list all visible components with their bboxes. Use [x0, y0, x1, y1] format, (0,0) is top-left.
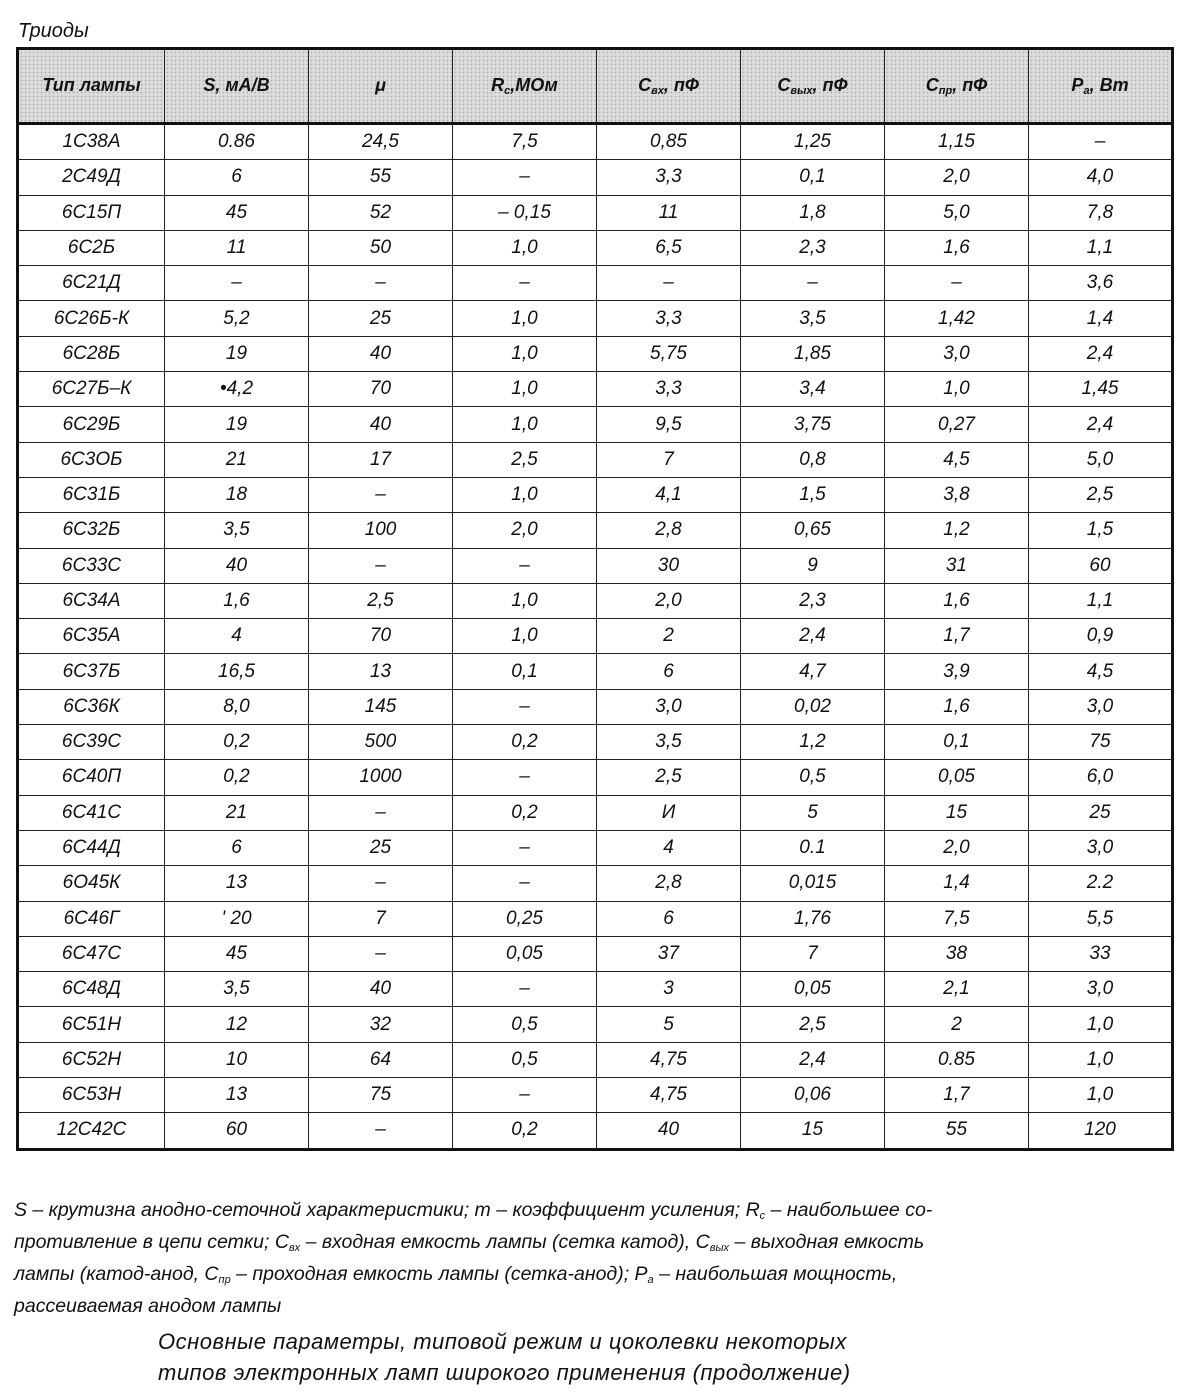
- table-cell: 7,5: [453, 124, 597, 160]
- column-header: $C_{пр}$, пФ: [885, 49, 1029, 124]
- table-cell: –: [309, 1113, 453, 1149]
- table-cell: 1,1: [1029, 583, 1173, 618]
- table-cell: 0.86: [165, 124, 309, 160]
- table-row: [18, 619, 1173, 654]
- table-cell: 3,4: [741, 372, 885, 407]
- table-cell: 3: [597, 972, 741, 1007]
- table-cell: 0,05: [741, 972, 885, 1007]
- table-cell: 1,0: [453, 336, 597, 371]
- table-body: [18, 124, 1173, 1150]
- table-row: [18, 195, 1173, 230]
- table-cell: 0,9: [1029, 619, 1173, 654]
- table-row: [18, 407, 1173, 442]
- table-cell: 6: [597, 901, 741, 936]
- table-cell: 1,5: [1029, 513, 1173, 548]
- table-cell: 2,8: [597, 513, 741, 548]
- section-title: Триоды: [18, 20, 89, 42]
- table-cell: –: [597, 266, 741, 301]
- table-cell: 4,75: [597, 1078, 741, 1113]
- table-cell: –: [453, 689, 597, 724]
- table-cell: 25: [309, 830, 453, 865]
- table-cell: –: [309, 795, 453, 830]
- table-cell: 55: [309, 160, 453, 195]
- lamp-type-cell: 6С2Б: [18, 230, 165, 265]
- table-cell: 5: [741, 795, 885, 830]
- table-cell: 1,0: [453, 619, 597, 654]
- table-cell: 0,1: [885, 725, 1029, 760]
- lamp-type-cell: 6С26Б-К: [18, 301, 165, 336]
- table-cell: 3,5: [165, 513, 309, 548]
- table-cell: 13: [165, 1078, 309, 1113]
- column-header: μ: [309, 49, 453, 124]
- table-cell: 2,4: [741, 619, 885, 654]
- table-cell: 2: [885, 1007, 1029, 1042]
- table-cell: 60: [165, 1113, 309, 1149]
- table-cell: 2,5: [453, 442, 597, 477]
- lamp-type-cell: 6С51Н: [18, 1007, 165, 1042]
- table-cell: 16,5: [165, 654, 309, 689]
- table-cell: –: [453, 866, 597, 901]
- figure-caption: [158, 1326, 1058, 1388]
- table-cell: 1,7: [885, 1078, 1029, 1113]
- table-cell: –: [453, 1078, 597, 1113]
- table-cell: –: [453, 760, 597, 795]
- table-cell: 2,4: [1029, 336, 1173, 371]
- table-cell: 6: [597, 654, 741, 689]
- table-cell: 1,0: [453, 301, 597, 336]
- table-cell: 0,2: [165, 725, 309, 760]
- table-row: [18, 830, 1173, 865]
- table-cell: 3,3: [597, 301, 741, 336]
- table-row: [18, 266, 1173, 301]
- table-cell: 3,3: [597, 160, 741, 195]
- table-cell: 1,0: [453, 230, 597, 265]
- table-cell: 1,2: [741, 725, 885, 760]
- table-row: [18, 160, 1173, 195]
- table-cell: –: [309, 477, 453, 512]
- table-cell: 40: [309, 336, 453, 371]
- lamp-type-cell: 6С27Б–К: [18, 372, 165, 407]
- table-cell: 13: [309, 654, 453, 689]
- table-cell: 4,1: [597, 477, 741, 512]
- table-cell: 2,8: [597, 866, 741, 901]
- table-cell: 0,2: [453, 725, 597, 760]
- table-cell: 0,1: [453, 654, 597, 689]
- table-cell: 3,6: [1029, 266, 1173, 301]
- table-cell: 11: [165, 230, 309, 265]
- table-row: [18, 1007, 1173, 1042]
- table-cell: 1000: [309, 760, 453, 795]
- table-cell: 6,0: [1029, 760, 1173, 795]
- table-cell: 4,5: [1029, 654, 1173, 689]
- table-cell: 3,0: [1029, 830, 1173, 865]
- table-cell: 0,02: [741, 689, 885, 724]
- table-row: [18, 654, 1173, 689]
- table-cell: 5,0: [885, 195, 1029, 230]
- table-cell: 1,0: [453, 407, 597, 442]
- table-cell: 45: [165, 936, 309, 971]
- column-header: $P_а$, Вт: [1029, 49, 1173, 124]
- table-cell: 64: [309, 1042, 453, 1077]
- lamp-type-cell: 6С28Б: [18, 336, 165, 371]
- table-cell: 2,5: [309, 583, 453, 618]
- table-cell: –: [453, 160, 597, 195]
- table-cell: 1,0: [1029, 1078, 1173, 1113]
- table-cell: 40: [309, 407, 453, 442]
- table-cell: 6: [165, 160, 309, 195]
- lamp-type-cell: 6С31Б: [18, 477, 165, 512]
- table-row: [18, 513, 1173, 548]
- table-cell: 145: [309, 689, 453, 724]
- table-cell: –: [309, 936, 453, 971]
- table-cell: 21: [165, 795, 309, 830]
- table-cell: 2,0: [885, 830, 1029, 865]
- table-row: [18, 1113, 1173, 1149]
- table-cell: 25: [309, 301, 453, 336]
- lamp-type-cell: 6С39С: [18, 725, 165, 760]
- lamp-type-cell: 6С47С: [18, 936, 165, 971]
- table-cell: 3,5: [741, 301, 885, 336]
- legend-line: противление в цепи сетки; $C_{вх}$ – входная емкость лампы (сетка катод), $C_{вых}$ – выходная емкость: [14, 1231, 925, 1254]
- table-cell: 2,5: [1029, 477, 1173, 512]
- lamp-type-cell: 6С36К: [18, 689, 165, 724]
- lamp-type-cell: 6С21Д: [18, 266, 165, 301]
- triodes-table: [16, 47, 1174, 1151]
- table-cell: –: [453, 972, 597, 1007]
- table-cell: 4,5: [885, 442, 1029, 477]
- lamp-type-cell: 6С46Г: [18, 901, 165, 936]
- table-cell: 60: [1029, 548, 1173, 583]
- table-cell: 21: [165, 442, 309, 477]
- table-cell: 40: [309, 972, 453, 1007]
- table-cell: 3,5: [597, 725, 741, 760]
- column-header: S, мА/В: [165, 49, 309, 124]
- table-cell: 1,4: [1029, 301, 1173, 336]
- table-cell: 0,5: [453, 1042, 597, 1077]
- table-cell: 1,8: [741, 195, 885, 230]
- table-row: [18, 230, 1173, 265]
- table-cell: 2,4: [741, 1042, 885, 1077]
- lamp-type-cell: 6С48Д: [18, 972, 165, 1007]
- table-cell: 2,4: [1029, 407, 1173, 442]
- table-cell: 0,1: [741, 160, 885, 195]
- table-cell: 1,0: [453, 583, 597, 618]
- table-cell: 1,0: [1029, 1042, 1173, 1077]
- lamp-type-cell: 6С33С: [18, 548, 165, 583]
- table-cell: 15: [741, 1113, 885, 1149]
- table-row: [18, 901, 1173, 936]
- table-cell: И: [597, 795, 741, 830]
- table-cell: 500: [309, 725, 453, 760]
- table-cell: 19: [165, 407, 309, 442]
- table-cell: 0,2: [165, 760, 309, 795]
- table-cell: 3,0: [1029, 689, 1173, 724]
- table-cell: 0,015: [741, 866, 885, 901]
- table-cell: 37: [597, 936, 741, 971]
- triodes-table-container: [16, 47, 1171, 1151]
- lamp-type-cell: 6С34А: [18, 583, 165, 618]
- table-row: [18, 760, 1173, 795]
- table-cell: 3,0: [885, 336, 1029, 371]
- table-row: [18, 301, 1173, 336]
- table-cell: 4,0: [1029, 160, 1173, 195]
- table-cell: 25: [1029, 795, 1173, 830]
- table-row: [18, 1078, 1173, 1113]
- table-cell: 38: [885, 936, 1029, 971]
- lamp-type-cell: 6С29Б: [18, 407, 165, 442]
- table-cell: 7: [309, 901, 453, 936]
- table-cell: 18: [165, 477, 309, 512]
- lamp-type-cell: 6О45К: [18, 866, 165, 901]
- lamp-type-cell: 6С37Б: [18, 654, 165, 689]
- table-cell: 0,8: [741, 442, 885, 477]
- table-row: [18, 442, 1173, 477]
- table-cell: 0,5: [453, 1007, 597, 1042]
- table-row: [18, 583, 1173, 618]
- table-cell: 2,0: [453, 513, 597, 548]
- table-cell: 9: [741, 548, 885, 583]
- table-cell: 24,5: [309, 124, 453, 160]
- lamp-type-cell: 6С53Н: [18, 1078, 165, 1113]
- caption-line-2: типов электронных ламп широкого применения (продолжение): [158, 1360, 851, 1385]
- table-cell: –: [885, 266, 1029, 301]
- table-cell: 4,7: [741, 654, 885, 689]
- table-cell: 2.2: [1029, 866, 1173, 901]
- table-row: [18, 936, 1173, 971]
- table-cell: 70: [309, 619, 453, 654]
- table-cell: 5,5: [1029, 901, 1173, 936]
- table-cell: 32: [309, 1007, 453, 1042]
- table-cell: 2,3: [741, 230, 885, 265]
- table-cell: –: [741, 266, 885, 301]
- table-cell: ' 20: [165, 901, 309, 936]
- table-row: [18, 124, 1173, 160]
- table-cell: 2,0: [597, 583, 741, 618]
- table-cell: 100: [309, 513, 453, 548]
- table-cell: 0,27: [885, 407, 1029, 442]
- table-cell: 7,8: [1029, 195, 1173, 230]
- column-header: Тип лампы: [18, 49, 165, 124]
- table-cell: 1,0: [1029, 1007, 1173, 1042]
- table-cell: 2,1: [885, 972, 1029, 1007]
- lamp-type-cell: 6С3ОБ: [18, 442, 165, 477]
- table-cell: 1,42: [885, 301, 1029, 336]
- table-cell: 1,85: [741, 336, 885, 371]
- table-cell: 30: [597, 548, 741, 583]
- table-cell: 3,75: [741, 407, 885, 442]
- table-cell: 3,8: [885, 477, 1029, 512]
- legend-line: S – крутизна анодно-сеточной характеристики; m – коэффициент усиления; $R_c$ – наибольшее со-: [14, 1199, 933, 1222]
- table-cell: 11: [597, 195, 741, 230]
- table-cell: 6,5: [597, 230, 741, 265]
- table-cell: 0,06: [741, 1078, 885, 1113]
- table-cell: 1,0: [453, 372, 597, 407]
- lamp-type-cell: 6С41С: [18, 795, 165, 830]
- lamp-type-cell: 6С52Н: [18, 1042, 165, 1077]
- table-cell: 1,7: [885, 619, 1029, 654]
- table-cell: 4: [165, 619, 309, 654]
- table-row: [18, 548, 1173, 583]
- lamp-type-cell: 12С42С: [18, 1113, 165, 1149]
- table-cell: 5: [597, 1007, 741, 1042]
- table-cell: 2,3: [741, 583, 885, 618]
- table-cell: 19: [165, 336, 309, 371]
- table-row: [18, 477, 1173, 512]
- table-row: [18, 336, 1173, 371]
- lamp-type-cell: 6С35А: [18, 619, 165, 654]
- table-cell: 120: [1029, 1113, 1173, 1149]
- table-cell: 8,0: [165, 689, 309, 724]
- table-cell: 1,45: [1029, 372, 1173, 407]
- table-cell: 1,4: [885, 866, 1029, 901]
- table-cell: 1,6: [165, 583, 309, 618]
- table-cell: 15: [885, 795, 1029, 830]
- table-cell: 3,9: [885, 654, 1029, 689]
- table-cell: 7,5: [885, 901, 1029, 936]
- table-cell: 13: [165, 866, 309, 901]
- table-cell: –: [309, 548, 453, 583]
- table-cell: 2,5: [741, 1007, 885, 1042]
- table-cell: – 0,15: [453, 195, 597, 230]
- column-header: $C_{вх}$, пФ: [597, 49, 741, 124]
- table-cell: –: [453, 266, 597, 301]
- table-cell: 1,25: [741, 124, 885, 160]
- table-cell: 5,2: [165, 301, 309, 336]
- table-cell: 1,2: [885, 513, 1029, 548]
- table-cell: 3,3: [597, 372, 741, 407]
- lamp-type-cell: 6С40П: [18, 760, 165, 795]
- table-cell: 2,0: [885, 160, 1029, 195]
- table-cell: 2,5: [597, 760, 741, 795]
- table-cell: 0,05: [885, 760, 1029, 795]
- caption-line-1: Основные параметры, типовой режим и цоколевки некоторых: [158, 1329, 847, 1354]
- table-cell: 1,15: [885, 124, 1029, 160]
- table-cell: 1,6: [885, 689, 1029, 724]
- table-cell: 1,5: [741, 477, 885, 512]
- table-cell: 0,85: [597, 124, 741, 160]
- table-cell: 1,6: [885, 230, 1029, 265]
- table-cell: 3,0: [597, 689, 741, 724]
- table-cell: 3,0: [1029, 972, 1173, 1007]
- table-cell: 50: [309, 230, 453, 265]
- table-cell: 45: [165, 195, 309, 230]
- table-cell: 55: [885, 1113, 1029, 1149]
- table-cell: –: [165, 266, 309, 301]
- table-cell: 40: [597, 1113, 741, 1149]
- table-cell: 40: [165, 548, 309, 583]
- table-cell: 75: [1029, 725, 1173, 760]
- table-row: [18, 1042, 1173, 1077]
- table-cell: 10: [165, 1042, 309, 1077]
- table-cell: 5,0: [1029, 442, 1173, 477]
- table-row: [18, 372, 1173, 407]
- table-cell: 0.1: [741, 830, 885, 865]
- table-cell: 33: [1029, 936, 1173, 971]
- table-cell: •4,2: [165, 372, 309, 407]
- table-cell: –: [309, 266, 453, 301]
- table-cell: 1,0: [453, 477, 597, 512]
- legend-line: лампы (катод-анод, $C_{пр}$ – проходная емкость лампы (сетка-анод); $P_а$ – наибольшая мощность,: [14, 1263, 898, 1286]
- table-cell: 4,75: [597, 1042, 741, 1077]
- table-row: [18, 972, 1173, 1007]
- table-cell: 0,05: [453, 936, 597, 971]
- table-cell: 0,2: [453, 795, 597, 830]
- table-cell: 0,25: [453, 901, 597, 936]
- table-cell: 75: [309, 1078, 453, 1113]
- table-cell: 52: [309, 195, 453, 230]
- table-cell: 7: [741, 936, 885, 971]
- legend: [14, 1197, 1174, 1319]
- table-header: [18, 49, 1173, 124]
- table-cell: 0,2: [453, 1113, 597, 1149]
- table-cell: 1,76: [741, 901, 885, 936]
- table-cell: 17: [309, 442, 453, 477]
- header-row: [18, 49, 1173, 124]
- table-cell: 4: [597, 830, 741, 865]
- column-header: $C_{вых}$, пФ: [741, 49, 885, 124]
- table-cell: 1,0: [885, 372, 1029, 407]
- table-row: [18, 725, 1173, 760]
- table-cell: 6: [165, 830, 309, 865]
- table-cell: 5,75: [597, 336, 741, 371]
- table-cell: 0,5: [741, 760, 885, 795]
- table-cell: 2: [597, 619, 741, 654]
- table-cell: 3,5: [165, 972, 309, 1007]
- lamp-type-cell: 6С44Д: [18, 830, 165, 865]
- lamp-type-cell: 6С15П: [18, 195, 165, 230]
- table-cell: 12: [165, 1007, 309, 1042]
- table-row: [18, 866, 1173, 901]
- table-row: [18, 795, 1173, 830]
- table-cell: –: [309, 866, 453, 901]
- legend-line: рассеиваемая анодом лампы: [14, 1295, 282, 1317]
- table-cell: 0.85: [885, 1042, 1029, 1077]
- table-cell: –: [453, 548, 597, 583]
- table-cell: 9,5: [597, 407, 741, 442]
- lamp-type-cell: 2С49Д: [18, 160, 165, 195]
- table-row: [18, 689, 1173, 724]
- lamp-type-cell: 1С38А: [18, 124, 165, 160]
- lamp-type-cell: 6С32Б: [18, 513, 165, 548]
- table-cell: –: [1029, 124, 1173, 160]
- table-cell: 1,6: [885, 583, 1029, 618]
- table-cell: 31: [885, 548, 1029, 583]
- table-cell: 70: [309, 372, 453, 407]
- table-cell: 1,1: [1029, 230, 1173, 265]
- table-cell: –: [453, 830, 597, 865]
- table-cell: 7: [597, 442, 741, 477]
- column-header: $R_c,МОм$: [453, 49, 597, 124]
- table-cell: 0,65: [741, 513, 885, 548]
